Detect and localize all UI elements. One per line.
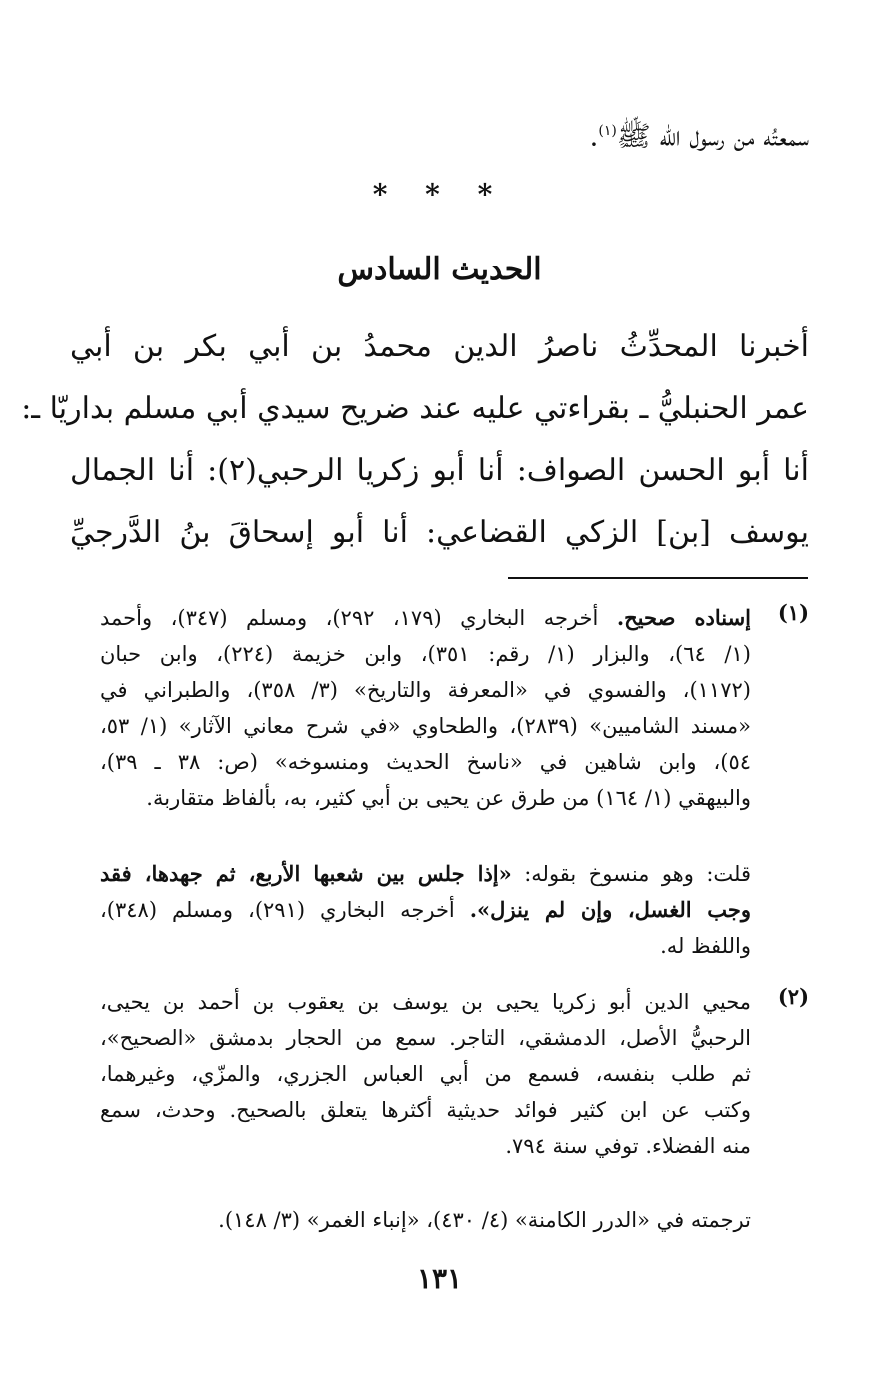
footnote-2-line: محيي الدين أبو زكريا يحيى بن يوسف بن يعقوب بن أحمد بن يحيى، xyxy=(100,990,751,1014)
opening-text: سمعتُه من رسول الله ﷺ xyxy=(616,119,809,153)
footnote-1-line: «مسند الشاميين» (٢٨٣٩)، والطحاوي «في شرح معاني الآثار» (١/ ٥٣، xyxy=(100,714,751,738)
footnote-1-number: (١) xyxy=(777,600,809,625)
note-line xyxy=(100,856,751,892)
footnote-ref-1[interactable]: (١) xyxy=(598,123,617,139)
main-line-1: أخبرنا المحدِّثُ ناصرُ الدين محمدُ بن أبي بكر بن أبي xyxy=(70,329,809,364)
footnote-divider xyxy=(508,577,808,579)
footnote-1-line xyxy=(100,600,751,636)
footnote-2-number: (٢) xyxy=(777,984,809,1009)
note-line: واللفظ له. xyxy=(660,934,751,958)
footnote-1-bold: إسناده صحيح. xyxy=(616,605,752,630)
page-number: ١٣١ xyxy=(416,1262,463,1295)
note-bold: «إذا جلس بين شعبها الأربع، ثم جهدها، فقد xyxy=(100,861,512,886)
main-line-2: عمر الحنبليُّ ـ بقراءتي عليه عند ضريح سيدي أبي مسلم بداريّا ـ: xyxy=(21,391,809,426)
footnote-2-ref xyxy=(100,1202,751,1238)
footnote-1-text: أخرجه البخاري (١٧٩، ٢٩٢)، ومسلم (٣٤٧)، وأحمد xyxy=(100,606,617,630)
section-separator: * * * xyxy=(372,178,507,211)
note-text: أخرجه البخاري (٢٩١)، ومسلم (٣٤٨)، xyxy=(100,898,470,922)
footnote-2-line: ثم طلب بنفسه، فسمع من أبي العباس الجزري، والمزّي، وغيرهما، xyxy=(100,1062,751,1086)
opening-end: . xyxy=(589,119,599,153)
note-line xyxy=(100,892,751,928)
main-line-4: يوسف [بن] الزكي القضاعي: أنا أبو إسحاقَ بنُ الدَّرجيِّ xyxy=(70,515,809,550)
footnote-2-line: منه الفضلاء. توفي سنة ٧٩٤. xyxy=(505,1134,751,1158)
footnote-2-line: الرحبيُّ الأصل، الدمشقي، التاجر. سمع من الحجار بدمشق «الصحيح»، xyxy=(100,1026,751,1050)
footnote-2-ref-line: ترجمته في «الدرر الكامنة» (٤/ ٤٣٠)، «إنباء الغمر» (٣/ ١٤٨). xyxy=(218,1208,751,1232)
footnote-2 xyxy=(100,984,751,1164)
main-line-3: أنا أبو الحسن الصواف: أنا أبو زكريا الرحبي(٢): أنا الجمال xyxy=(70,453,809,488)
footnote-1-line: ٥٤)، وابن شاهين في «ناسخ الحديث ومنسوخه» (ص: ٣٨ ـ ٣٩)، xyxy=(100,750,751,774)
section-heading: الحديث السادس xyxy=(337,252,542,287)
note-text: قلت: وهو منسوخ بقوله: xyxy=(511,862,751,886)
opening-line xyxy=(70,100,809,167)
note-bold: وجب الغسل، وإن لم ينزل». xyxy=(469,897,751,922)
footnote-1-note xyxy=(100,856,751,964)
footnote-1-line: والبيهقي (١/ ١٦٤) من طرق عن يحيى بن أبي كثير، به، بألفاظ متقاربة. xyxy=(146,786,751,810)
footnote-1 xyxy=(100,600,751,816)
footnote-2-line: وكتب عن ابن كثير فوائد حديثية أكثرها يتعلق بالصحيح. وحدث، سمع xyxy=(100,1098,751,1122)
footnote-1-line: (١١٧٢)، والفسوي في «المعرفة والتاريخ» (٣/ ٣٥٨)، والطبراني في xyxy=(100,678,751,702)
footnote-1-line: (١/ ٦٤)، والبزار (١/ رقم: ٣٥١)، وابن خزيمة (٢٢٤)، وابن حبان xyxy=(100,642,751,666)
